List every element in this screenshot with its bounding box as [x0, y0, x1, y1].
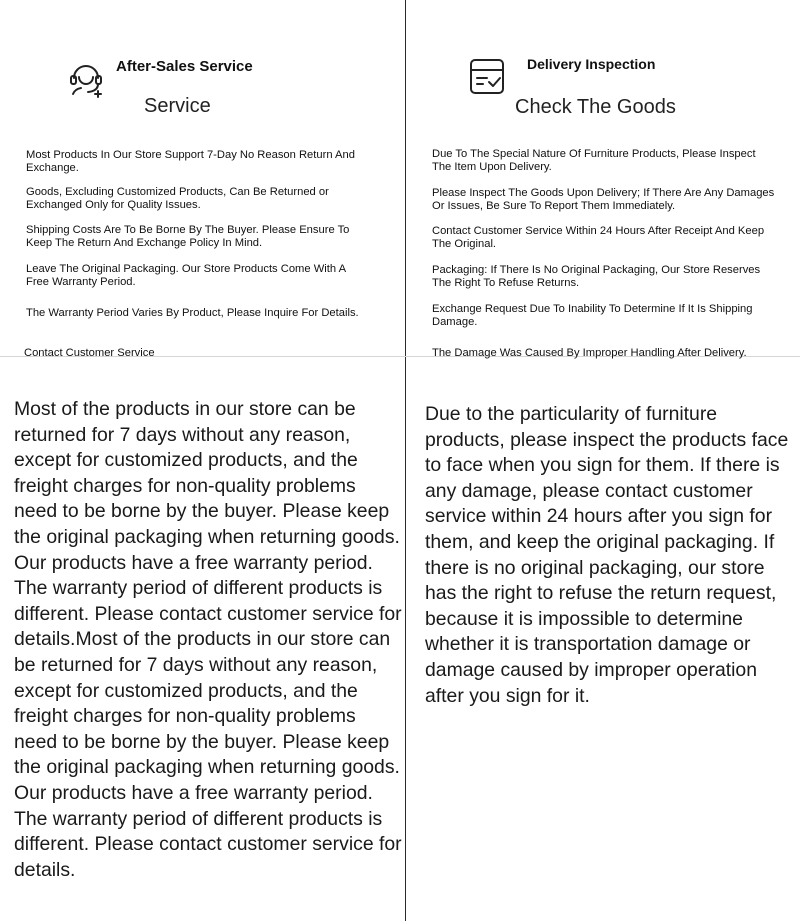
- delivery-policy-text: Due to the particularity of furniture products, please inspect the products face to face when you sign for them. If there is any damage, please contact customer service within 24 hours after you sign for them, and keep the original packaging. If there is no original packaging, our store has the right to refuse the return request, because it is impossible to determine whether it is transportation damage or damage caused by improper operation after you sign for it.: [425, 403, 789, 707]
- after-sales-panel: [0, 0, 405, 359]
- contact-customer-service-text: Contact Customer Service: [24, 347, 155, 359]
- list-item: The Damage Was Caused By Improper Handling After Delivery.: [432, 347, 747, 359]
- list-item: Due To The Special Nature Of Furniture Products, Please Inspect The Item Upon Delivery.: [432, 148, 756, 173]
- list-item: Contact Customer Service Within 24 Hours After Receipt And Keep The Original.: [432, 225, 765, 250]
- list-item: Leave The Original Packaging. Our Store Products Come With A Free Warranty Period.: [26, 263, 346, 288]
- list-item: Most Products In Our Store Support 7-Day No Reason Return And Exchange.: [26, 149, 355, 174]
- list-item: Exchange Request Due To Inability To Determine If It Is Shipping Damage.: [432, 303, 753, 328]
- list-item: Goods, Excluding Customized Products, Can Be Returned or Exchanged Only for Quality Issues.: [26, 186, 329, 211]
- delivery-inspection-panel: [406, 0, 800, 359]
- delivery-inspection-heading: Delivery Inspection: [527, 56, 656, 72]
- return-policy-text: Most of the products in our store can be returned for 7 days without any reason, except for customized products, and the freight charges for non-quality problems need to be borne by the buyer. Please keep the original packaging when returning goods. Our products have a free warranty period. The warranty period of different products is different. Please contact customer service for details.Most of the products in our store can be returned for 7 days without any reason, except for customized products, and the freight charges for non-quality problems need to be borne by the buyer. Please keep the original packaging when returning goods. Our products have a free warranty period. The warranty period of different products is different. Please contact customer service for details.: [14, 398, 402, 881]
- list-item: Packaging: If There Is No Original Packaging, Our Store Reserves The Right To Refuse Returns.: [432, 264, 761, 289]
- list-item: Please Inspect The Goods Upon Delivery; If There Are Any Damages Or Issues, Be Sure To Report Them Immediately.: [432, 187, 775, 212]
- after-sales-heading: After-Sales Service: [116, 58, 253, 75]
- list-item: The Warranty Period Varies By Product, Please Inquire For Details.: [26, 307, 359, 319]
- package-check-icon: [468, 56, 506, 101]
- check-the-goods-subheading: Check The Goods: [515, 96, 676, 118]
- list-item: Shipping Costs Are To Be Borne By The Buyer. Please Ensure To Keep The Return And Exchange Policy In Mind.: [26, 224, 350, 249]
- service-subheading: Service: [144, 95, 211, 117]
- customer-service-headset-icon: [68, 60, 108, 103]
